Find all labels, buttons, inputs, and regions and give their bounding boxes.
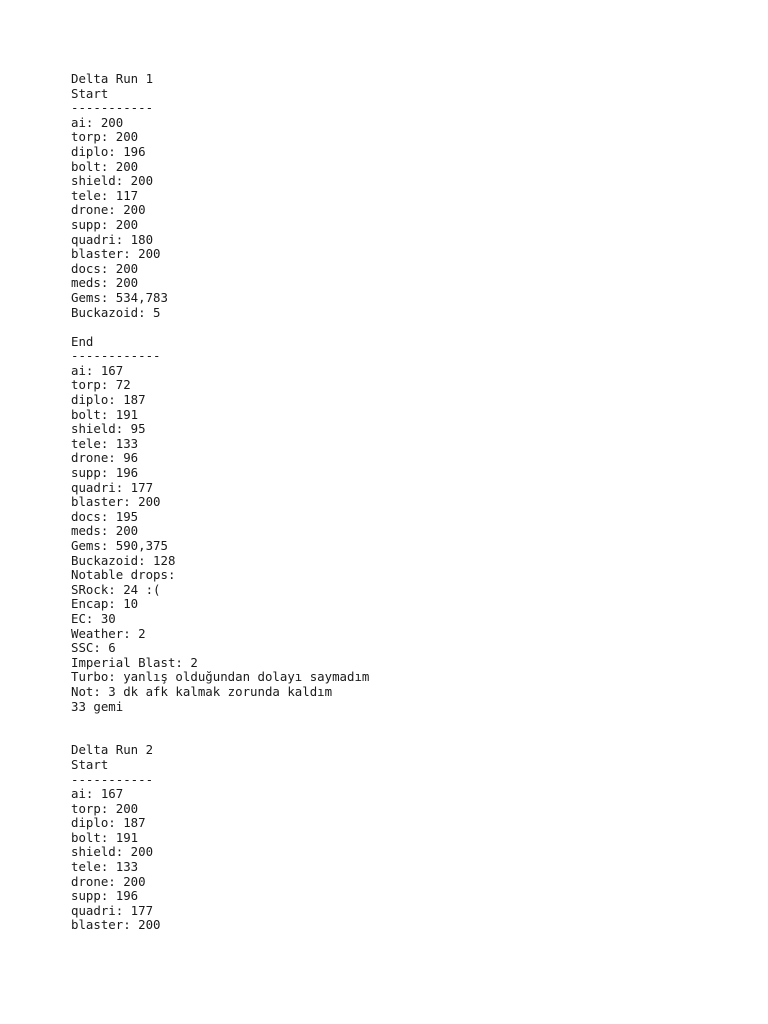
- doc-line: quadri: 180: [71, 232, 154, 247]
- doc-line: bolt: 200: [71, 159, 139, 174]
- doc-line: ai: 167: [71, 787, 124, 802]
- doc-line: quadri: 177: [71, 903, 154, 918]
- document-page: [71, 72, 751, 933]
- doc-line: SSC: 6: [71, 641, 116, 656]
- doc-line: Encap: 10: [71, 597, 139, 612]
- doc-line: End: [71, 334, 94, 349]
- doc-line: bolt: 191: [71, 830, 139, 845]
- doc-line: [71, 320, 751, 335]
- doc-line: shield: 200: [71, 845, 154, 860]
- doc-line: bolt: 191: [71, 407, 139, 422]
- doc-line: Imperial Blast: 2: [71, 655, 198, 670]
- doc-line: torp: 72: [71, 378, 131, 393]
- doc-line: diplo: 196: [71, 144, 146, 159]
- doc-line: Buckazoid: 5: [71, 305, 161, 320]
- doc-line: drone: 200: [71, 203, 146, 218]
- doc-line: docs: 200: [71, 261, 139, 276]
- doc-line: supp: 196: [71, 466, 139, 481]
- doc-line: Start: [71, 757, 109, 772]
- doc-line: 33 gemi: [71, 699, 124, 714]
- doc-line: Notable drops:: [71, 568, 176, 583]
- doc-line: [71, 729, 751, 744]
- doc-line: meds: 200: [71, 524, 139, 539]
- doc-line: Not: 3 dk afk kalmak zorunda kaldım: [71, 684, 333, 699]
- doc-line: -----------: [71, 101, 154, 116]
- doc-line: supp: 196: [71, 889, 139, 904]
- doc-line: shield: 95: [71, 422, 146, 437]
- doc-line: shield: 200: [71, 174, 154, 189]
- doc-line: meds: 200: [71, 276, 139, 291]
- doc-line: Gems: 590,375: [71, 539, 168, 553]
- doc-line: quadri: 177: [71, 480, 154, 495]
- doc-line: Start: [71, 86, 109, 101]
- doc-line: blaster: 200: [71, 918, 161, 933]
- doc-line: drone: 200: [71, 874, 146, 889]
- doc-line: Gems: 534,783: [71, 290, 168, 305]
- doc-line: diplo: 187: [71, 393, 146, 408]
- doc-line: SRock: 24 :(: [71, 582, 161, 597]
- doc-line: Weather: 2: [71, 626, 146, 641]
- doc-line: blaster: 200: [71, 247, 161, 262]
- doc-line: -----------: [71, 772, 154, 787]
- doc-line: ai: 167: [71, 363, 124, 378]
- doc-line: tele: 133: [71, 860, 139, 875]
- doc-line: Turbo: yanlış olduğundan dolayı saymadım: [71, 670, 370, 685]
- doc-line: ai: 200: [71, 115, 124, 130]
- doc-line: [71, 714, 751, 729]
- doc-line: drone: 96: [71, 451, 139, 466]
- doc-line: diplo: 187: [71, 816, 146, 831]
- doc-line: Delta Run 2: [71, 743, 154, 758]
- doc-line: tele: 117: [71, 188, 139, 203]
- doc-line: Delta Run 1: [71, 72, 154, 86]
- doc-line: torp: 200: [71, 130, 139, 145]
- doc-line: Buckazoid: 128: [71, 553, 176, 568]
- doc-line: EC: 30: [71, 611, 116, 626]
- doc-line: blaster: 200: [71, 495, 161, 510]
- doc-line: supp: 200: [71, 217, 139, 232]
- doc-line: tele: 133: [71, 436, 139, 451]
- doc-line: torp: 200: [71, 801, 139, 816]
- doc-line: docs: 195: [71, 509, 139, 524]
- doc-line: ------------: [71, 349, 161, 364]
